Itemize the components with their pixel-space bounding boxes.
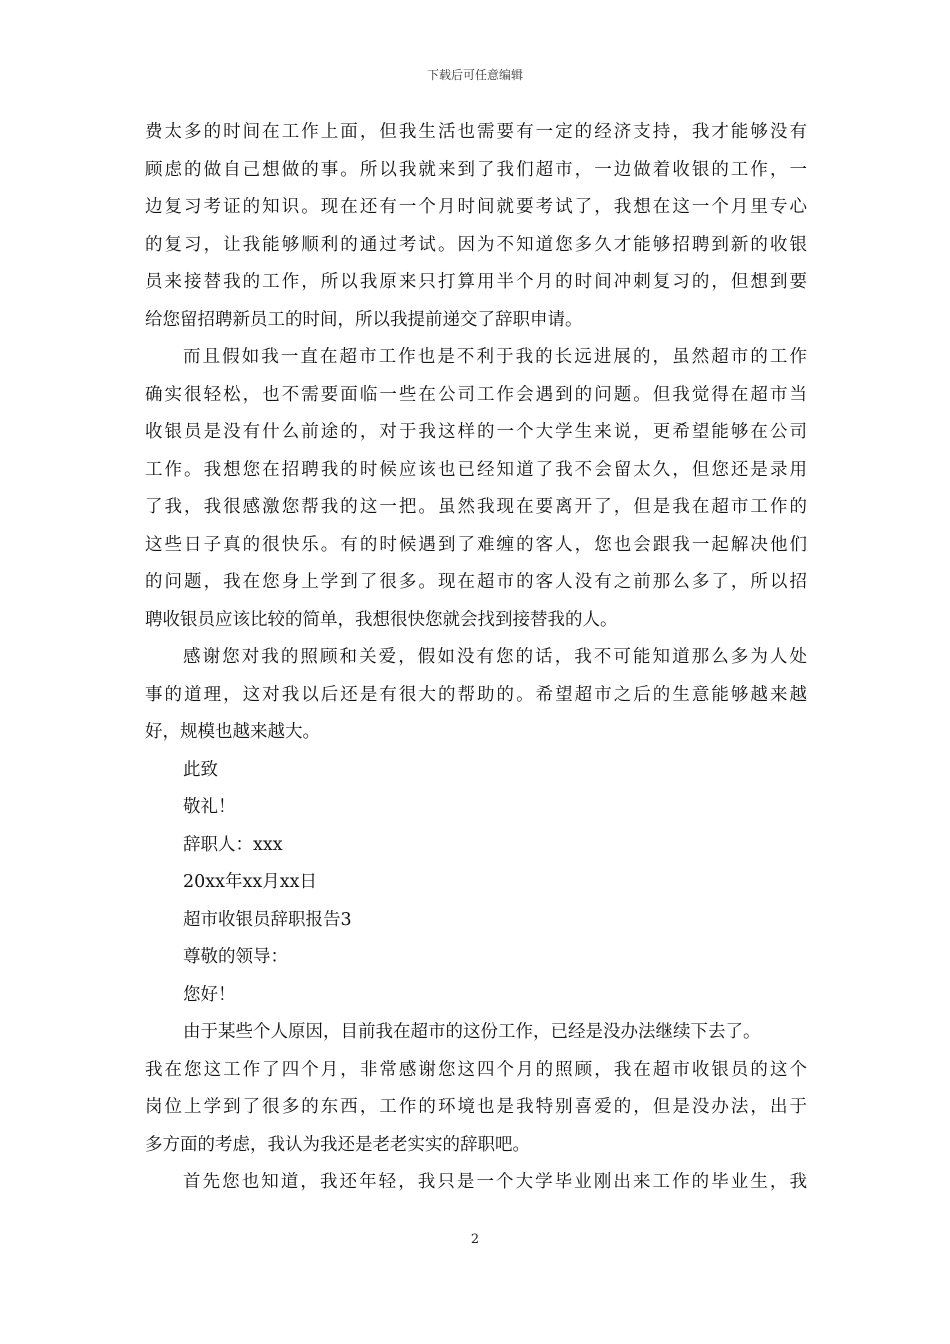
- text-line: 超市收银员辞职报告3: [183, 909, 352, 930]
- page-footer: [0, 1232, 950, 1247]
- text-line: 给您留招聘新员工的时间，所以我提前递交了辞职申请。: [145, 309, 583, 330]
- text-line: 的问题，我在您身上学到了很多。现在超市的客人没有之前那么多了，所以招: [145, 572, 807, 592]
- text-line: 首先您也知道，我还年轻，我只是一个大学毕业刚出来工作的毕业生，我: [183, 1172, 807, 1192]
- text-line: 了我，我很感激您帮我的这一把。虽然我现在要离开了，但是我在超市工作的: [145, 497, 807, 517]
- text-line: 聘收银员应该比较的简单，我想很快您就会找到接替我的人。: [145, 609, 618, 630]
- text-line: 边复习考证的知识。现在还有一个月时间就要考试了，我想在这一个月里专心: [145, 197, 807, 217]
- text-line: 工作。我想您在招聘我的时候应该也已经知道了我不会留太久，但您还是录用: [145, 459, 807, 480]
- text-line: 感谢您对我的照顾和关爱，假如没有您的话，我不可能知道那么多为人处: [183, 647, 807, 667]
- text-line: 这些日子真的很快乐。有的时候遇到了难缠的客人，您也会跟我一起解决他们: [145, 534, 807, 555]
- text-line: 好，规模也越来越大。: [145, 722, 320, 742]
- text-line: 20xx年xx月xx日: [183, 872, 317, 892]
- text-line: 岗位上学到了很多的东西，工作的环境也是我特别喜爱的，但是没办法，出于: [145, 1097, 807, 1117]
- text-line: 费太多的时间在工作上面，但我生活也需要有一定的经济支持，我才能够没有: [145, 122, 807, 142]
- text-line: 确实很轻松，也不需要面临一些在公司工作会遇到的问题。但我觉得在超市当: [145, 384, 807, 405]
- text-line: 敬礼！: [183, 797, 236, 817]
- page-header: [0, 66, 950, 83]
- text-line: 多方面的考虑，我认为我还是老老实实的辞职吧。: [145, 1134, 530, 1155]
- text-line: 此致: [183, 759, 218, 780]
- page-number: 2: [470, 1232, 480, 1247]
- text-line: 员来接替我的工作，所以我原来只打算用半个月的时间冲刺复习的，但想到要: [145, 272, 807, 292]
- document-body: [145, 114, 807, 1202]
- text-line: 的复习，让我能够顺利的通过考试。因为不知道您多久才能够招聘到新的收银: [145, 234, 807, 255]
- text-line: 我在您这工作了四个月，非常感谢您这四个月的照顾，我在超市收银员的这个: [145, 1059, 807, 1080]
- text-line: 而且假如我一直在超市工作也是不利于我的长远进展的，虽然超市的工作: [183, 347, 807, 367]
- text-line: 收银员是没有什么前途的，对于我这样的一个大学生来说，更希望能够在公司: [145, 422, 807, 442]
- text-line: 辞职人：xxx: [183, 834, 283, 855]
- header-text: 下载后可任意编辑: [426, 68, 523, 82]
- text-line: 由于某些个人原因，目前我在超市的这份工作，已经是没办法继续下去了。: [183, 1022, 761, 1042]
- text-line: 事的道理，这对我以后还是有很大的帮助的。希望超市之后的生意能够越来越: [145, 684, 807, 705]
- text-line: 您好！: [183, 984, 236, 1005]
- text-line: 尊敬的领导：: [183, 947, 288, 967]
- text-line: 顾虑的做自己想做的事。所以我就来到了我们超市，一边做着收银的工作，一: [145, 159, 807, 180]
